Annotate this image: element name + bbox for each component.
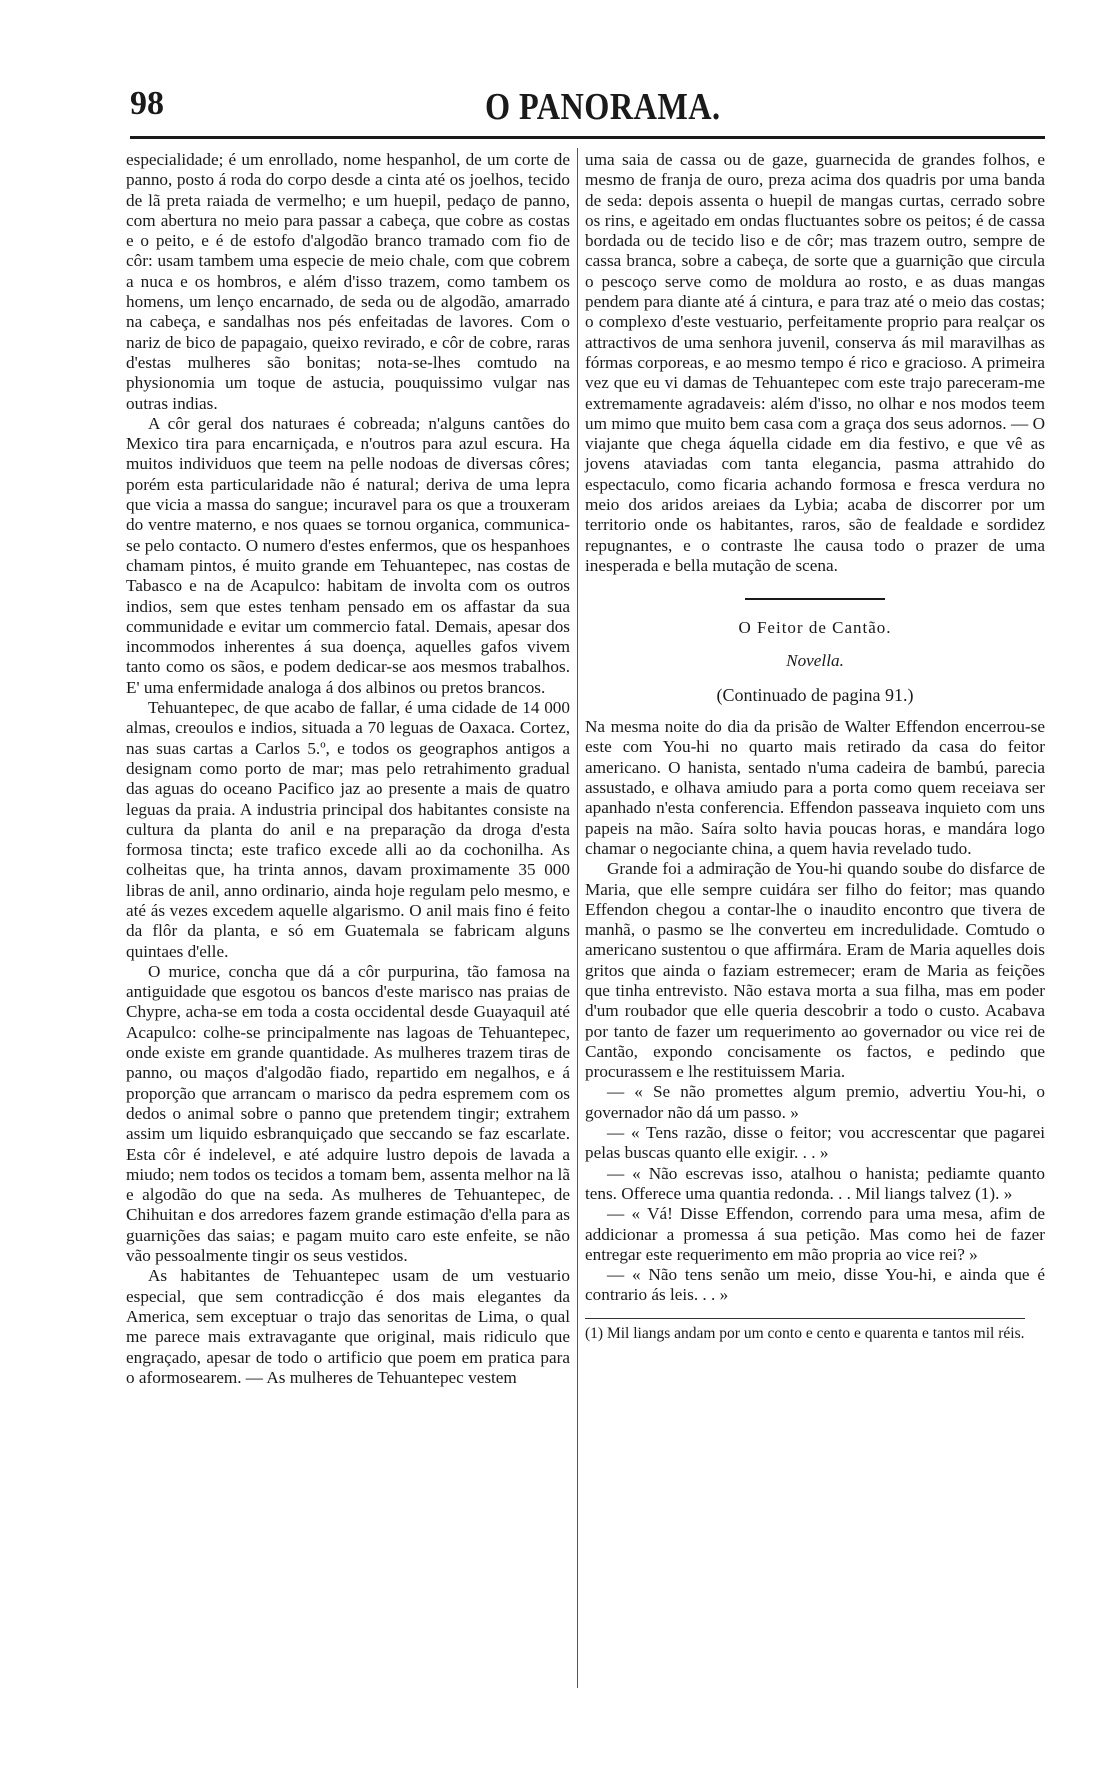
section-title: O Feitor de Cantão. bbox=[738, 618, 892, 638]
left-column bbox=[126, 150, 570, 1388]
page-number: 98 bbox=[130, 85, 164, 122]
continued-note: (Continuado de pagina 91.) bbox=[716, 684, 914, 705]
journal-title: O PANORAMA. bbox=[485, 86, 721, 128]
footnote: (1) Mil liangs andam por um conto e cento e quarenta e tantos mil réis. bbox=[585, 1324, 1025, 1342]
story-paragraph: — « Não escrevas isso, atalhou o hanista; pediamte quanto tens. Offerece uma quantia redonda. . . Mil liangs talvez (1). » bbox=[585, 1163, 1045, 1203]
left-paragraph: Tehuantepec, de que acabo de fallar, é uma cidade de 14 000 almas, creoulos e indios, situada a 70 leguas de Oaxaca. Cortez, nas suas cartas a Carlos 5.º, e todos os geographos antigos a designam como porto de mar; mas pelo retrahimento gradual das aguas do oceano Pacifico jaz ao presente a mais de quatro leguas da praia. A industria principal dos habitantes consiste na cultura da planta do anil e na preparação da droga d'esta formosa tincta; este trafico excede alli ao da cochonilha. As colheitas que, ha trinta annos, davam proximamente 35 000 libras de anil, anno ordinario, ainda hoje regulam pelo mesmo, e até ás vezes excedem aquelle algarismo. O anil mais fino é feito da flôr da planta, e só em Guatemala se fabricam alguns quintaes d'elle. bbox=[126, 698, 570, 961]
header-rule bbox=[130, 136, 1045, 139]
page-header bbox=[130, 85, 1045, 133]
right-paragraph: uma saia de cassa ou de gaze, guarnecida de grandes folhos, e mesmo de franja de ouro, preza acima dos quadris por uma banda de seda: depois assenta o huepil de mangas curtas, cerrado sobre os rins, e ageitado em ondas fluctuantes sobre os peitos; é de cassa bordada ou de tecido liso e de côr; mas trazem outro, sempre de cassa branca, sobre a cabeça, de sorte que a guarnição que circula o pescoço serve como de moldura ao rosto, e as duas mangas pendem para diante até á cintura, e para traz até o meio das costas; o complexo d'este vestuario, perfeitamente proprio para realçar os attractivos de uma senhora juvenil, conserva ás mil maravilhas as fórmas corporeas, e ao mesmo tempo é rico e gracioso. A primeira vez que eu vi damas de Tehuantepec com este trajo pareceram-me extremamente agradaveis: além d'isso, no olhar e nos modos teem um mimo que muito bem casa com a graça dos seus adornos. — O viajante que chega áquella cidade em dia festivo, e que vê as jovens ataviadas com tanta elegancia, pasma attrahido do espectaculo, como ficaria achando formosa e fresca verdura no meio dos aridos areiaes da Lybia; acaba de discorrer por um territorio onde os habitantes, raros, são de fealdade e sordidez repugnantes, e o contraste lhe causa todo o prazer de uma inesperada e bella mutação de scena. bbox=[585, 150, 1045, 575]
left-paragraph: As habitantes de Tehuantepec usam de um vestuario especial, que sem contradicção é dos mais elegantes da America, sem exceptuar o trajo das senoritas de Lima, o qual me parece mais extravagante que original, mais ridiculo que engraçado, apesar de todo o artificio que poem em pratica para o aformosearem. — As mulheres de Tehuantepec vestem bbox=[126, 1266, 570, 1387]
story-paragraph: — « Tens razão, disse o feitor; vou accrescentar que pagarei pelas buscas quanto elle exigir. . . » bbox=[585, 1123, 1045, 1163]
left-paragraph: A côr geral dos naturaes é cobreada; n'alguns cantões do Mexico tira para encarniçada, e n'outros para azul escura. Ha muitos individuos que teem na pelle nodoas de diversas côres; porém esta particularidade não é natural; deriva de uma lepra que vicia a massa do sangue; incuravel para os que a trouxeram do ventre materno, e nos quaes se tornou organica, communica-se pelo contacto. O numero d'estes enfermos, que os hespanhoes chamam pintos, é muito grande em Tehuantepec, nas costas de Tabasco e na de Acapulco: habitam de involta com os outros indios, sem que estes tenham pensado em os affastar da sua communidade e evitar um commercio fatal. Demais, apesar dos incommodos inherentes á sua doença, aquelles gafos vivem tanto como os sãos, e podem dedicar-se aos mesmos trabalhos. E' uma enfermidade analoga á dos albinos ou pretos brancos. bbox=[126, 413, 570, 697]
section-separator bbox=[745, 598, 885, 600]
story-paragraph: Grande foi a admiração de You-hi quando soube do disfarce de Maria, que elle sempre cuidára ser filho do feitor; mas quando Effendon chegou a contar-lhe o inaudito encontro que tivera de manhã, o pasmo se lhe converteu em incredulidade. Comtudo o americano sustentou o que affirmára. Eram de Maria aquelles dois gritos que ainda o faziam estremecer; eram de Maria as feições que tinha entrevisto. Não estava morta a sua filha, mas em poder d'um roubador que elle queria descobrir a todo o custo. Acabava por tanto de fazer um requerimento ao governador ou vice rei de Cantão, expondo concisamente os factos, e pedindo que procurassem e lhe restituissem Maria. bbox=[585, 859, 1045, 1082]
right-column bbox=[585, 150, 1045, 1342]
section-subtitle: Novella. bbox=[786, 650, 844, 670]
story-paragraph: — « Vá! Disse Effendon, correndo para uma mesa, afim de addicionar a promessa á sua petição. Mas como hei de fazer entregar este requerimento em mão propria ao vice rei? » bbox=[585, 1204, 1045, 1264]
left-paragraph: especialidade; é um enrollado, nome hespanhol, de um corte de panno, posto á roda do corpo desde a cinta até os joelhos, tecido de lã preta raiada de vermelho; e um huepil, pedaço de panno, com abertura no meio para passar a cabeça, que cobre as costas e o peito, e é de estofo d'algodão branco tramado com fio de côr: usam tambem uma especie de meio chale, com que cobrem a nuca e os hombros, e além d'isso trazem, como tambem os homens, um lenço encarnado, de seda ou de algodão, amarrado na cabeça, e sandalhas nos pés enfeitadas de lavores. Com o nariz de bico de papagaio, queixo revirado, e côr de cobre, raras d'estas mulheres são bonitas; nota-se-lhes comtudo na physionomia um toque de astucia, pouquissimo vulgar nas outras indias. bbox=[126, 150, 570, 413]
column-divider bbox=[577, 148, 578, 1688]
story-paragraph: — « Se não promettes algum premio, advertiu You-hi, o governador não dá um passo. » bbox=[585, 1082, 1045, 1122]
story-paragraph: — « Não tens senão um meio, disse You-hi, e ainda que é contrario ás leis. . . » bbox=[585, 1265, 1045, 1305]
footnote-rule bbox=[585, 1318, 1025, 1319]
left-paragraph: O murice, concha que dá a côr purpurina, tão famosa na antiguidade que esgotou os bancos d'este marisco nas praias de Chypre, acha-se em toda a costa occidental desde Guayaquil até Acapulco: colhe-se principalmente nas lagoas de Tehuantepec, onde existe em grande quantidade. As mulheres trazem tiras de panno, ou maços d'algodão fiado, repartido em negalhos, e á proporção que arrancam o marisco da pedra espremem com os dedos o animal sobre o panno que pretendem tingir; extrahem assim um liquido esbranquiçado que seccando se faz escarlate. Esta côr é indelevel, e até adquire lustro depois de lavada a miudo; nem todos os tecidos a tomam bem, assenta melhor na lã e algodão do que na seda. As mulheres de Tehuantepec, de Chihuitan e dos arredores fazem grande estimação d'ella para as guarnições das saias; e pagam muito caro este enfeite, se não vão pessoalmente tingir os seus vestidos. bbox=[126, 961, 570, 1266]
story-paragraph: Na mesma noite do dia da prisão de Walter Effendon encerrou-se este com You-hi no quarto mais retirado da casa do feitor americano. O hanista, sentado n'uma cadeira de bambú, parecia assustado, e olhava amiudo para a porta como quem receiava ser apanhado n'esta conferencia. Effendon passeava inquieto com uns papeis na mão. Saíra solto havia poucas horas, e mandára logo chamar o negociante china, a quem havia revelado tudo. bbox=[585, 717, 1045, 858]
